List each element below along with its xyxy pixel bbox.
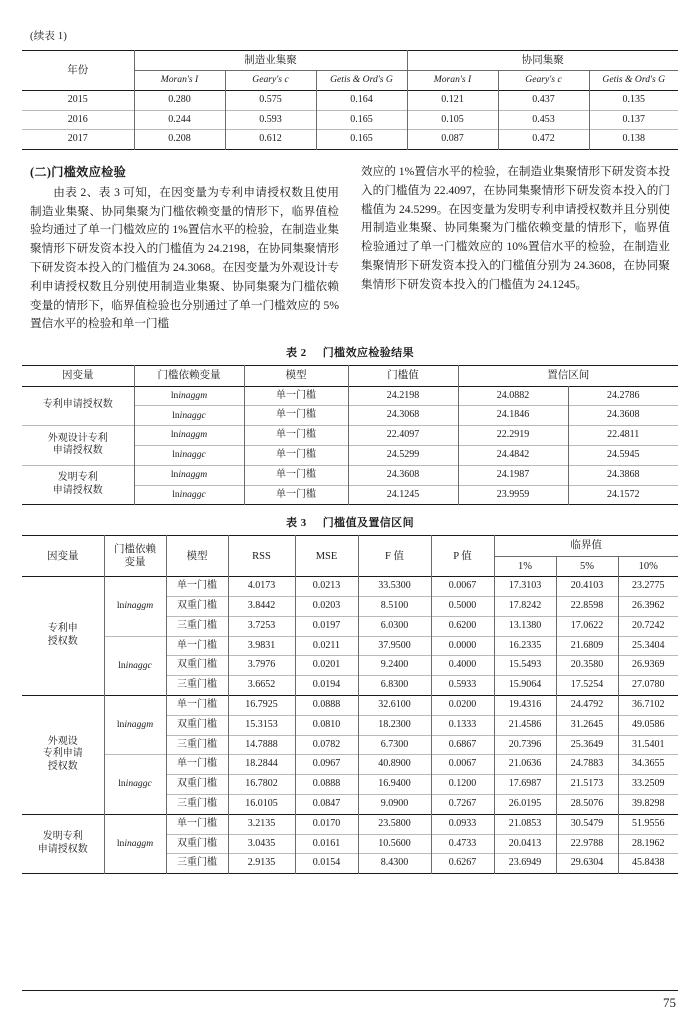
cell-model: 三重门槛 <box>166 735 228 755</box>
cell-mse: 0.0967 <box>295 755 358 775</box>
cell-p: 0.1333 <box>431 715 494 735</box>
cell-c10: 36.7102 <box>632 698 665 710</box>
cell-rss: 3.7253 <box>228 616 295 636</box>
cell-model: 单一门槛 <box>166 577 228 597</box>
header-p-value: P 值 <box>431 536 494 577</box>
cell-c10: 49.0586 <box>632 718 665 730</box>
cell-c1: 21.0853 <box>494 814 556 834</box>
cell-value: 0.453 <box>498 110 589 130</box>
header-confidence-interval: 置信区间 <box>547 370 590 382</box>
cell-ci-high: 24.1572 <box>607 488 640 500</box>
cell-c10: 23.2775 <box>632 580 665 592</box>
cell-model: 三重门槛 <box>166 676 228 696</box>
cell-c1: 17.3103 <box>494 577 556 597</box>
cell-threshold: 24.3608 <box>348 465 458 485</box>
cell-model: 单一门槛 <box>166 695 228 715</box>
cell-c5: 29.6304 <box>556 854 618 874</box>
cell-threshold-variable: lninaggc <box>134 445 244 465</box>
cell-value: 0.164 <box>316 90 407 110</box>
cell-value: 0.472 <box>498 130 589 150</box>
cell-p: 0.4733 <box>431 834 494 854</box>
cell-threshold-variable: lninaggm <box>104 577 166 636</box>
cell-model: 双重门槛 <box>166 834 228 854</box>
cell-mse: 0.0161 <box>295 834 358 854</box>
cell-year: 2015 <box>22 90 134 110</box>
cell-rss: 3.7976 <box>228 656 295 676</box>
table-row <box>22 695 678 715</box>
cell-c1: 15.5493 <box>494 656 556 676</box>
cell-threshold: 24.2198 <box>348 386 458 406</box>
cell-mse: 0.0194 <box>295 676 358 696</box>
cell-c5: 17.0622 <box>556 616 618 636</box>
cell-mse: 0.0888 <box>295 695 358 715</box>
cell-model: 单一门槛 <box>244 465 348 485</box>
cell-value: 0.165 <box>316 110 407 130</box>
cell-group-label: 发明专利 申请授权数 <box>22 814 104 873</box>
cell-model: 单一门槛 <box>244 485 348 505</box>
cell-group-label: 专利申请授权数 <box>22 386 134 426</box>
cell-model: 三重门槛 <box>166 794 228 814</box>
cell-c10: 51.9556 <box>632 817 665 829</box>
cell-rss: 16.0105 <box>228 794 295 814</box>
cell-threshold-variable: lninaggm <box>134 426 244 446</box>
subheader-critical-1pct: 1% <box>494 556 556 576</box>
cell-c5: 20.3580 <box>556 656 618 676</box>
cell-f: 10.5600 <box>358 834 431 854</box>
cell-f: 18.2300 <box>358 715 431 735</box>
table2-caption-number: 表 2 <box>286 347 307 360</box>
cell-p: 0.6200 <box>431 616 494 636</box>
cell-model: 双重门槛 <box>166 775 228 795</box>
footer-divider <box>22 990 678 991</box>
cell-c10: 26.9369 <box>632 659 665 671</box>
cell-threshold-variable: lninaggc <box>134 406 244 426</box>
cell-ci-low: 24.0882 <box>458 386 568 406</box>
cell-mse: 0.0201 <box>295 656 358 676</box>
header-dependent-variable: 因变量 <box>22 536 104 577</box>
table-header-row <box>22 366 678 386</box>
cell-p: 0.5933 <box>431 676 494 696</box>
table3-caption-number: 表 3 <box>286 517 307 530</box>
subheader-geary-c-co: Geary's c <box>498 71 589 90</box>
cell-c10: 34.3655 <box>632 758 665 770</box>
cell-f: 23.5800 <box>358 814 431 834</box>
body-column-left <box>30 163 339 334</box>
cell-p: 0.0067 <box>431 755 494 775</box>
header-group-coagglomeration: 协同集聚 <box>407 51 678 71</box>
cell-c1: 17.8242 <box>494 597 556 617</box>
cell-p: 0.0000 <box>431 636 494 656</box>
cell-c1: 20.0413 <box>494 834 556 854</box>
cell-model: 单一门槛 <box>244 426 348 446</box>
cell-model: 双重门槛 <box>166 597 228 617</box>
table-threshold-effect-results <box>22 365 678 505</box>
cell-ci-low: 24.4842 <box>458 445 568 465</box>
cell-value: 0.437 <box>498 90 589 110</box>
cell-threshold: 22.4097 <box>348 426 458 446</box>
cell-rss: 3.0435 <box>228 834 295 854</box>
table-threshold-values-confidence <box>22 535 678 874</box>
cell-c5: 24.4792 <box>556 695 618 715</box>
subheader-critical-10pct: 10% <box>638 560 658 572</box>
cell-p: 0.7267 <box>431 794 494 814</box>
cell-value: 0.138 <box>622 133 645 145</box>
cell-mse: 0.0810 <box>295 715 358 735</box>
cell-threshold-variable: lninaggm <box>104 814 166 873</box>
cell-rss: 2.9135 <box>228 854 295 874</box>
cell-p: 0.6867 <box>431 735 494 755</box>
cell-c10: 31.5401 <box>632 738 665 750</box>
cell-c10: 28.1962 <box>632 837 665 849</box>
cell-f: 8.5100 <box>358 597 431 617</box>
cell-c5: 24.7883 <box>556 755 618 775</box>
cell-threshold-variable: lninaggc <box>134 485 244 505</box>
header-dependent-variable: 因变量 <box>22 366 134 386</box>
cell-year: 2016 <box>22 110 134 130</box>
cell-model: 单一门槛 <box>166 814 228 834</box>
table3-caption-title: 门槛值及置信区间 <box>322 517 414 530</box>
cell-rss: 3.6652 <box>228 676 295 696</box>
cell-mse: 0.0211 <box>295 636 358 656</box>
cell-c1: 21.4586 <box>494 715 556 735</box>
cell-c5: 20.4103 <box>556 577 618 597</box>
cell-ci-low: 23.9959 <box>458 485 568 505</box>
cell-mse: 0.0203 <box>295 597 358 617</box>
table-header-row <box>22 51 678 71</box>
cell-f: 6.0300 <box>358 616 431 636</box>
header-model: 模型 <box>244 366 348 386</box>
cell-rss: 16.7925 <box>228 695 295 715</box>
table-row <box>22 130 678 150</box>
cell-value: 0.087 <box>407 130 498 150</box>
cell-model: 三重门槛 <box>166 854 228 874</box>
cell-value: 0.575 <box>225 90 316 110</box>
cell-model: 双重门槛 <box>166 656 228 676</box>
table2-caption-title: 门槛效应检验结果 <box>322 347 414 360</box>
cell-threshold: 24.1245 <box>348 485 458 505</box>
cell-c10: 39.8298 <box>632 797 665 809</box>
cell-rss: 3.8442 <box>228 597 295 617</box>
cell-c1: 20.7396 <box>494 735 556 755</box>
subheader-getis-ord-mfg: Getis & Ord's G <box>316 71 407 90</box>
cell-value: 0.121 <box>407 90 498 110</box>
cell-p: 0.5000 <box>431 597 494 617</box>
cell-value: 0.137 <box>622 113 645 125</box>
body-text <box>30 163 670 334</box>
cell-ci-high: 24.3608 <box>607 409 640 421</box>
cell-c10: 25.3404 <box>632 639 665 651</box>
cell-group-label: 专利申 授权数 <box>22 577 104 696</box>
cell-value: 0.208 <box>134 130 225 150</box>
cell-f: 40.8900 <box>358 755 431 775</box>
cell-mse: 0.0213 <box>295 577 358 597</box>
cell-threshold-variable: lninaggm <box>134 465 244 485</box>
cell-f: 9.2400 <box>358 656 431 676</box>
cell-value: 0.165 <box>316 130 407 150</box>
cell-ci-high: 22.4811 <box>607 429 640 441</box>
paragraph-left: 由表 2、表 3 可知，在因变量为专利申请授权数且使用制造业集聚、协同集聚为门槛依赖变量的情形下，临界值检验均通过了单一门槛效应的 1%置信水平的检验，在制造业集聚情形下研发资本投入的门槛值为 24.2198，在协同集聚情形下研发资本投入的门槛值为 24.3068。在因变量为外观设计专利申请授权数且分别使用制造业集聚、协同集聚为门槛依赖变量的情形下，临界值检验也分别通过了单一门槛效应的 5%置信水平的检验和单一门槛 <box>30 185 339 331</box>
subheader-moran-i-co: Moran's I <box>407 71 498 90</box>
cell-value: 0.244 <box>134 110 225 130</box>
cell-c10: 45.8438 <box>632 857 665 869</box>
cell-f: 6.8300 <box>358 676 431 696</box>
cell-f: 32.6100 <box>358 695 431 715</box>
cell-p: 0.0200 <box>431 695 494 715</box>
cell-c5: 30.5479 <box>556 814 618 834</box>
cell-c1: 19.4316 <box>494 695 556 715</box>
cell-f: 9.0900 <box>358 794 431 814</box>
cell-f: 6.7300 <box>358 735 431 755</box>
cell-value: 0.593 <box>225 110 316 130</box>
header-model: 模型 <box>166 536 228 577</box>
cell-ci-high: 24.2786 <box>607 389 640 401</box>
subheader-moran-i-mfg: Moran's I <box>134 71 225 90</box>
cell-c5: 22.9788 <box>556 834 618 854</box>
header-threshold-variable: 门槛依赖变量 <box>134 366 244 386</box>
cell-p: 0.0933 <box>431 814 494 834</box>
cell-mse: 0.0170 <box>295 814 358 834</box>
cell-c5: 22.8598 <box>556 597 618 617</box>
cell-f: 33.5300 <box>358 577 431 597</box>
cell-c5: 31.2645 <box>556 715 618 735</box>
cell-c1: 13.1380 <box>494 616 556 636</box>
cell-rss: 3.2135 <box>228 814 295 834</box>
header-group-manufacturing: 制造业集聚 <box>134 51 407 71</box>
section-heading: (二)门槛效应检验 <box>30 165 127 180</box>
table3-caption <box>22 514 678 530</box>
subheader-getis-ord-co: Getis & Ord's G <box>602 74 666 86</box>
cell-value: 0.135 <box>622 93 645 105</box>
cell-p: 0.0067 <box>431 577 494 597</box>
cell-rss: 4.0173 <box>228 577 295 597</box>
cell-group-label: 外观设计专利 申请授权数 <box>22 426 134 466</box>
cell-model: 单一门槛 <box>244 386 348 406</box>
cell-c1: 16.2335 <box>494 636 556 656</box>
table-row <box>22 755 678 775</box>
cell-c5: 17.5254 <box>556 676 618 696</box>
cell-mse: 0.0154 <box>295 854 358 874</box>
cell-group-label: 发明专利 申请授权数 <box>22 465 134 505</box>
cell-c10: 27.0780 <box>632 679 665 691</box>
cell-ci-low: 24.1846 <box>458 406 568 426</box>
cell-rss: 18.2844 <box>228 755 295 775</box>
cell-c1: 26.0195 <box>494 794 556 814</box>
header-year: 年份 <box>22 51 134 91</box>
header-mse: MSE <box>295 536 358 577</box>
table-spatial-autocorrelation <box>22 50 678 150</box>
page-number: 75 <box>663 995 676 1010</box>
table-row <box>22 577 678 597</box>
cell-c10: 33.2509 <box>632 778 665 790</box>
cell-c1: 15.9064 <box>494 676 556 696</box>
cell-threshold-variable: lninaggm <box>134 386 244 406</box>
cell-year: 2017 <box>22 130 134 150</box>
header-threshold-value: 门槛值 <box>348 366 458 386</box>
cell-rss: 14.7888 <box>228 735 295 755</box>
cell-ci-low: 24.1987 <box>458 465 568 485</box>
cell-model: 三重门槛 <box>166 616 228 636</box>
paragraph-right: 效应的 1%置信水平的检验，在制造业集聚情形下研发资本投入的门槛值为 22.4097，在协同集聚情形下研发资本投入的门槛值为 24.5299。在因变量为发明专利申请授权数并且分别使用制造业集聚、协同集聚为门槛依赖变量的情形下，临界值检验通过了单一门槛效应的 10%置信水平的检验，在制造业集聚情形下研发资本投入的门槛值分别为 24.3608，在协同聚集情形下研发资本投入的门槛值为 24.1245。 <box>361 165 670 291</box>
cell-model: 单一门槛 <box>166 755 228 775</box>
cell-model: 单一门槛 <box>244 445 348 465</box>
cell-p: 0.1200 <box>431 775 494 795</box>
cell-c1: 21.0636 <box>494 755 556 775</box>
cell-c5: 28.5076 <box>556 794 618 814</box>
cell-threshold-variable: lninaggm <box>104 695 166 754</box>
cell-value: 0.280 <box>134 90 225 110</box>
header-rss: RSS <box>228 536 295 577</box>
body-column-right <box>361 163 670 334</box>
cell-c10: 20.7242 <box>632 619 665 631</box>
cell-ci-high: 24.3868 <box>607 468 640 480</box>
header-f-value: F 值 <box>358 536 431 577</box>
subheader-critical-5pct: 5% <box>556 556 618 576</box>
cell-f: 16.9400 <box>358 775 431 795</box>
cell-rss: 15.3153 <box>228 715 295 735</box>
cell-c5: 21.5173 <box>556 775 618 795</box>
table-row <box>22 814 678 834</box>
cell-group-label: 外观设 专利申请 授权数 <box>22 695 104 814</box>
cell-c5: 21.6809 <box>556 636 618 656</box>
cell-threshold: 24.5299 <box>348 445 458 465</box>
cell-mse: 0.0847 <box>295 794 358 814</box>
cell-mse: 0.0782 <box>295 735 358 755</box>
cell-ci-low: 22.2919 <box>458 426 568 446</box>
cell-rss: 16.7802 <box>228 775 295 795</box>
continued-table-label: (续表 1) <box>30 31 68 42</box>
table-header-row <box>22 536 678 556</box>
cell-f: 8.4300 <box>358 854 431 874</box>
cell-p: 0.6267 <box>431 854 494 874</box>
table-row <box>22 465 678 485</box>
table2-caption <box>22 344 678 360</box>
cell-c10: 26.3962 <box>632 600 665 611</box>
cell-rss: 3.9831 <box>228 636 295 656</box>
cell-c1: 17.6987 <box>494 775 556 795</box>
cell-p: 0.4000 <box>431 656 494 676</box>
table-row <box>22 636 678 656</box>
table-row <box>22 426 678 446</box>
table-row <box>22 386 678 406</box>
cell-ci-high: 24.5945 <box>607 448 640 460</box>
cell-c5: 25.3649 <box>556 735 618 755</box>
cell-c1: 23.6949 <box>494 854 556 874</box>
cell-f: 37.9500 <box>358 636 431 656</box>
header-critical-value: 临界值 <box>494 536 678 556</box>
cell-threshold: 24.3068 <box>348 406 458 426</box>
table-row <box>22 110 678 130</box>
cell-model: 双重门槛 <box>166 715 228 735</box>
cell-value: 0.612 <box>225 130 316 150</box>
cell-mse: 0.0197 <box>295 616 358 636</box>
table-row <box>22 90 678 110</box>
cell-value: 0.105 <box>407 110 498 130</box>
cell-threshold-variable: lninaggc <box>104 636 166 695</box>
cell-model: 单一门槛 <box>244 406 348 426</box>
subheader-geary-c-mfg: Geary's c <box>225 71 316 90</box>
cell-threshold-variable: lninaggc <box>104 755 166 814</box>
cell-model: 单一门槛 <box>166 636 228 656</box>
cell-mse: 0.0888 <box>295 775 358 795</box>
header-threshold-variable: 门槛依赖 变量 <box>104 536 166 577</box>
